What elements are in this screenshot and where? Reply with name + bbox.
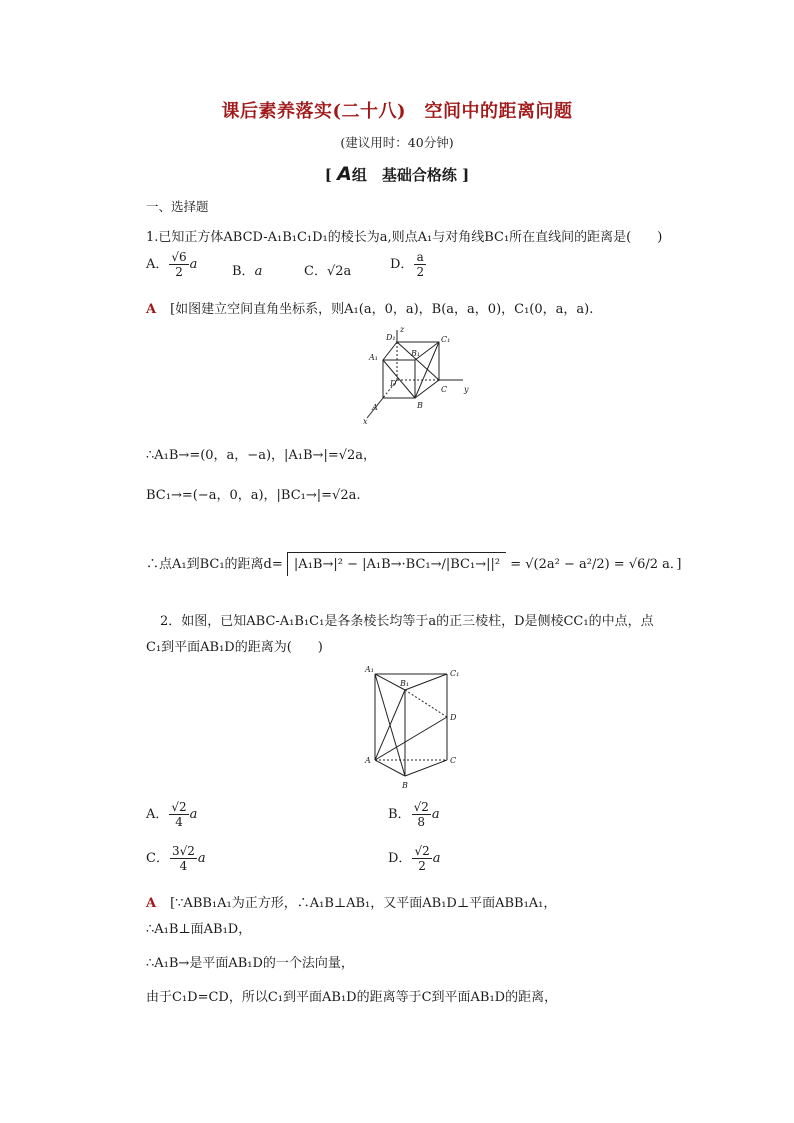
q2-solution-line-2: ∴A₁B⊥面AB₁D， [146, 922, 252, 937]
suggested-time: (建议用时：40分钟) [340, 135, 454, 150]
q1-option-b: B．a [232, 264, 263, 279]
label-b: B [402, 781, 408, 790]
cube-figure [355, 320, 475, 428]
label-c: C [450, 756, 457, 765]
q1-solution-line-3: BC₁→=(−a，0，a)，|BC₁→|=√2a. [146, 488, 361, 503]
q1-stem: 1.已知正方体ABCD-A₁B₁C₁D₁的棱长为a,则点A₁与对角线BC₁所在直线间的距离是( ) [146, 230, 663, 245]
group-label: 组 基础合格练 [351, 166, 457, 184]
q1-solution-line-2: ∴A₁B→=(0，a，−a)，|A₁B→|=√2a， [146, 448, 377, 463]
q2-option-d: D． $\frac{√2}{2}$ a [388, 844, 441, 873]
q2-option-a: A． $\frac{√2}{4}$ a [146, 800, 198, 829]
q2-solution-line-3: ∴A₁B→是平面AB₁D的一个法向量， [146, 956, 354, 971]
q2-answer: A [146, 896, 157, 911]
page-title: 课后素养落实(二十八) 空间中的距离问题 [221, 101, 573, 122]
group-letter: A [337, 163, 352, 185]
label-d: D [450, 713, 457, 722]
section-heading: 一、选择题 [146, 199, 209, 214]
label-a: A [372, 403, 378, 412]
label-c1: C₁ [450, 669, 460, 678]
diag-a1b [383, 360, 415, 398]
label-c: C [441, 385, 448, 394]
prism-figure [362, 664, 466, 794]
q1-option-a: A． $\frac{√6}{2}$ a [146, 250, 198, 279]
label-y: y [464, 385, 469, 394]
q2-option-c: C． $\frac{3√2}{4}$ a [146, 844, 206, 873]
q2-solution-line-4: 由于C₁D=CD，所以C₁到平面AB₁D的距离等于C到平面AB₁D的距离， [146, 990, 558, 1005]
q1-solution-line-1: A [如图建立空间直角坐标系，则A₁(a，0，a)，B(a，a，0)，C₁(0，a，a). [146, 302, 594, 317]
q1-option-c: C．√2a [304, 264, 352, 279]
q2-solution-line-1: A [∵ABB₁A₁为正方形，∴A₁B⊥AB₁，又平面AB₁D⊥平面ABB₁A₁， [146, 896, 557, 911]
label-b: B [417, 401, 423, 410]
q2-stem-line-2: C₁到平面AB₁D的距离为( ) [146, 640, 323, 655]
bracket-left: [ [324, 166, 332, 184]
group-heading [0, 163, 794, 185]
label-z: z [400, 325, 405, 334]
label-d: D [390, 379, 397, 388]
label-b1: B₁ [400, 679, 410, 688]
label-a1: A₁ [365, 665, 374, 674]
q1-option-d: D． $\frac{a}{2}$ [390, 250, 425, 279]
label-d1: D₁ [386, 333, 396, 342]
q2-option-b: B． $\frac{√2}{8}$ a [388, 800, 440, 829]
distance-radical: |A₁B→|² − |A₁B→·BC₁→/|BC₁→||² [287, 552, 506, 576]
cube-back-top [397, 342, 439, 380]
q2-stem-line-1: 2．如图，已知ABC-A₁B₁C₁是各条棱长均等于a的正三棱柱，D是侧棱CC₁的中点，点 [160, 614, 654, 629]
q1-answer: A [146, 302, 157, 317]
bracket-right: ] [462, 166, 470, 184]
label-b1: B₁ [411, 349, 421, 358]
label-c1: C₁ [441, 335, 451, 344]
label-a: A [365, 756, 371, 765]
q1-solution-line-4: ∴点A₁到BC₁的距离d= |A₁B→|² − |A₁B→·BC₁→/|BC₁→||² = √(2a² − a²/2) = √6/2 a．] [146, 552, 682, 576]
label-a1: A₁ [369, 353, 378, 362]
label-x: x [363, 417, 368, 426]
